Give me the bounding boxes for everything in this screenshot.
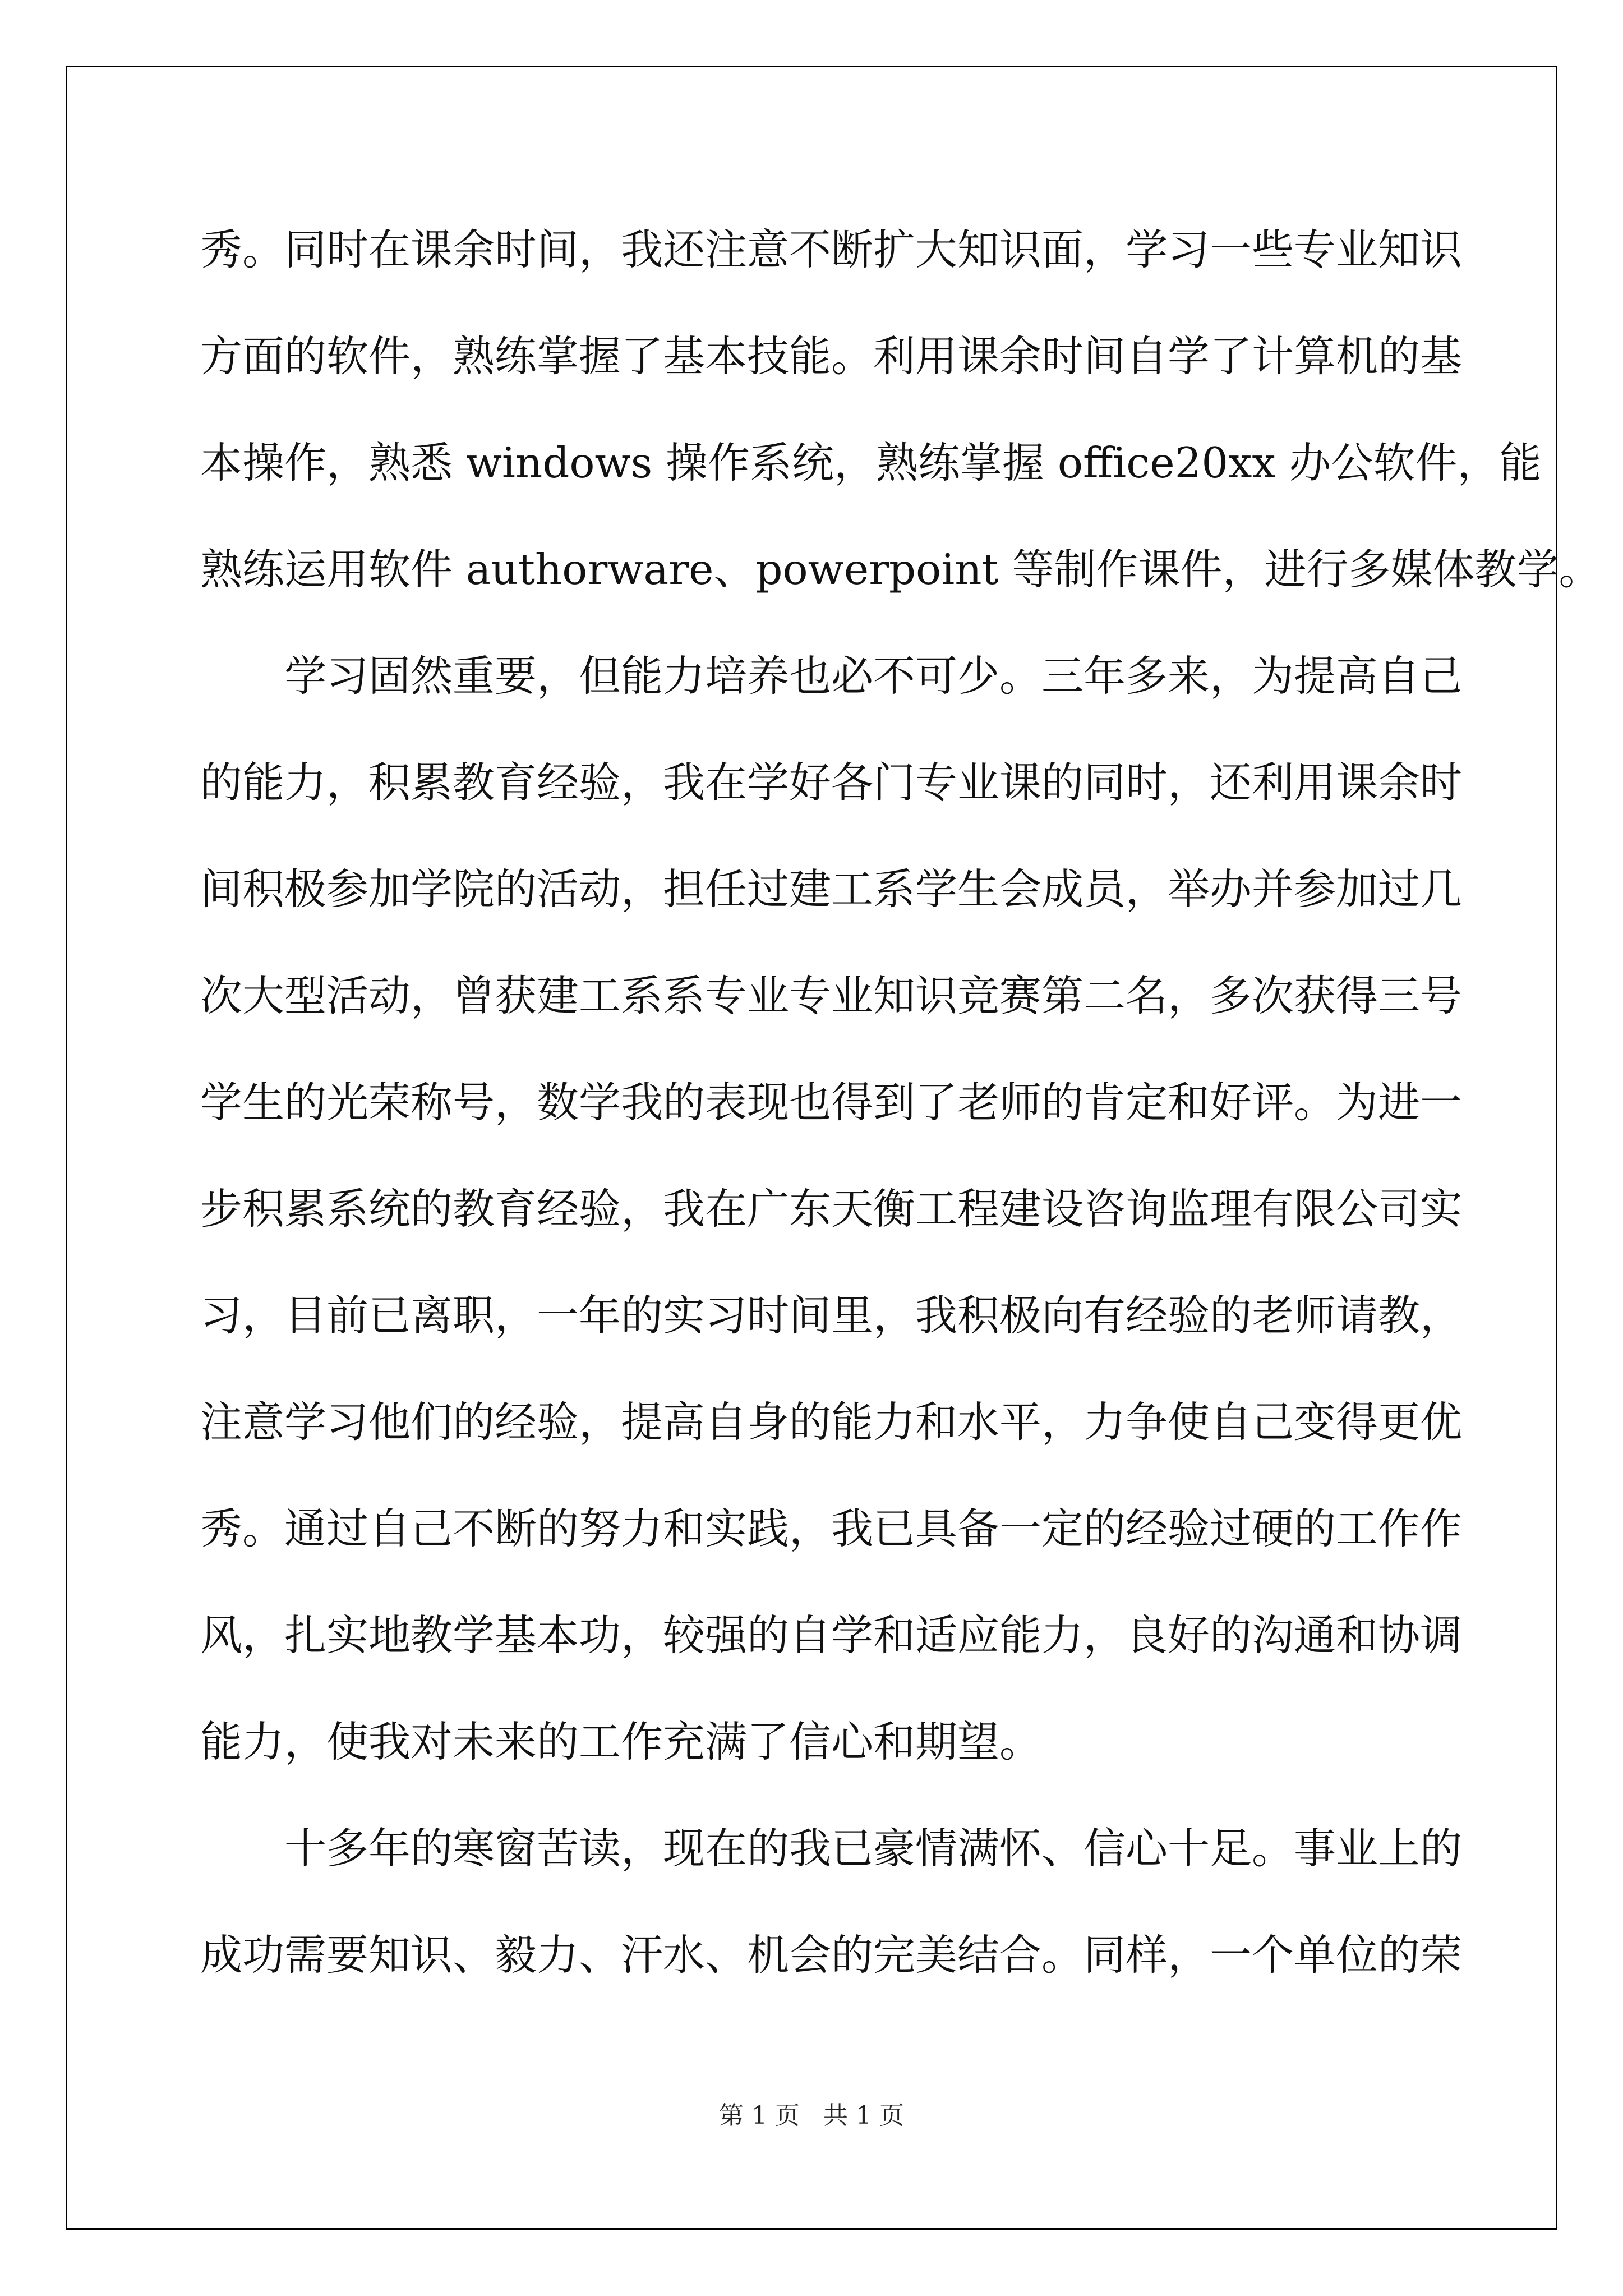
text-line: 秀。通过自己不断的努力和实践，我已具备一定的经验过硬的工作作: [200, 1504, 1463, 1553]
paragraph-first-line: 学习固然重要，但能力培养也必不可少。三年多来，为提高自己: [284, 651, 1463, 701]
text-line: 风，扎实地教学基本功，较强的自学和适应能力，良好的沟通和协调: [200, 1611, 1463, 1660]
text-line: 学生的光荣称号，数学我的表现也得到了老师的肯定和好评。为进一: [200, 1078, 1463, 1127]
text-line: 间积极参加学院的活动，担任过建工系学生会成员，举办并参加过几: [200, 864, 1463, 914]
text-line: 熟练运用软件 authorware、powerpoint 等制作课件，进行多媒体教学。: [200, 545, 1601, 594]
document-body: [200, 210, 1601, 2022]
text-line: 步积累系统的教育经验，我在广东天衡工程建设咨询监理有限公司实: [200, 1184, 1463, 1234]
text-line: 次大型活动，曾获建工系系专业专业知识竞赛第二名，多次获得三号: [200, 971, 1463, 1020]
paragraph-last-line: 能力，使我对未来的工作充满了信心和期望。: [200, 1717, 1042, 1766]
text-line: 的能力，积累教育经验，我在学好各门专业课的同时，还利用课余时: [200, 758, 1463, 807]
paragraph-first-line: 十多年的寒窗苦读，现在的我已豪情满怀、信心十足。事业上的: [284, 1824, 1463, 1873]
text-line: 注意学习他们的经验，提高自身的能力和水平，力争使自己变得更优: [200, 1397, 1463, 1447]
text-line: 本操作，熟悉 windows 操作系统，熟练掌握 office20xx 办公软件，能: [200, 438, 1542, 487]
text-line: 成功需要知识、毅力、汗水、机会的完美结合。同样，一个单位的荣: [200, 1930, 1463, 1980]
text-line: 秀。同时在课余时间，我还注意不断扩大知识面，学习一些专业知识: [200, 225, 1463, 274]
text-line: 方面的软件，熟练掌握了基本技能。利用课余时间自学了计算机的基: [200, 332, 1463, 381]
page-number-footer: 第 1 页 共 1 页: [719, 2101, 904, 2130]
text-line: 习，目前已离职，一年的实习时间里，我积极向有经验的老师请教，: [200, 1291, 1463, 1340]
